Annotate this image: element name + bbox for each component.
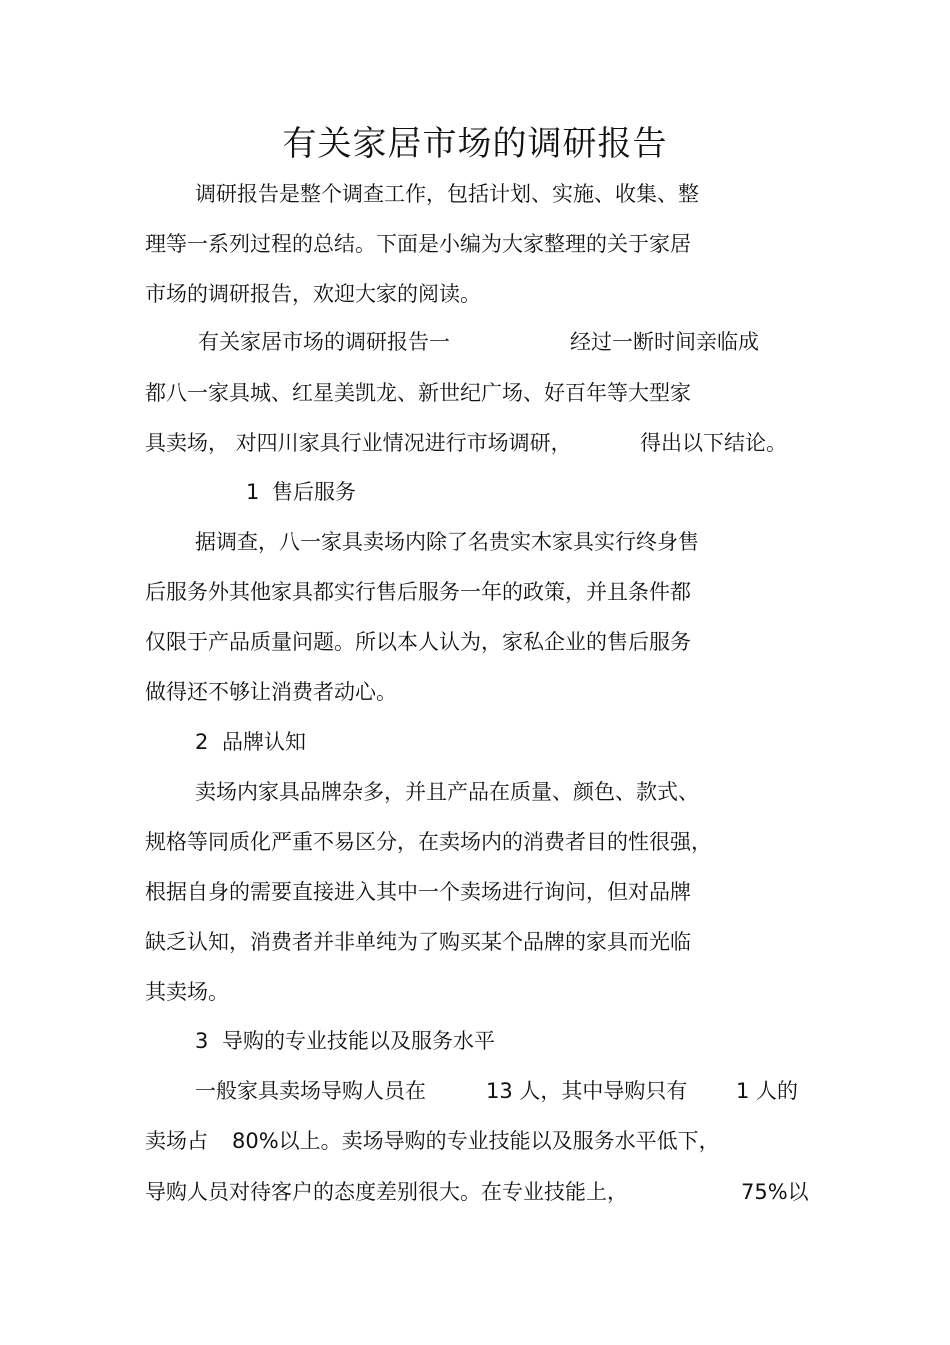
heading-2-number: 2: [195, 730, 209, 754]
paragraph-4-line-2b: 80%以上。卖场导购的专业技能以及服务水平低下，: [232, 1129, 720, 1153]
paragraph-1-line-3: 具卖场， 对四川家具行业情况进行市场调研，: [145, 431, 572, 455]
paragraph-2-line-1: 据调查，八一家具卖场内除了名贵实木家具实行终身售: [195, 530, 699, 554]
paragraph-4-line-1c: 1 人的: [736, 1079, 799, 1103]
paragraph-4-line-1b: 13 人，其中导购只有: [486, 1079, 688, 1103]
paragraph-2-line-4: 做得还不够让消费者动心。: [145, 680, 397, 704]
intro-line-2: 理等一系列过程的总结。下面是小编为大家整理的关于家居: [145, 232, 691, 256]
paragraph-4-line-3a: 导购人员对待客户的态度差别很大。在专业技能上，: [145, 1180, 628, 1204]
heading-3-text: 导购的专业技能以及服务水平: [222, 1029, 495, 1053]
section-heading: 有关家居市场的调研报告一: [198, 330, 450, 354]
paragraph-1-line-2: 都八一家具城、红星美凯龙、新世纪广场、好百年等大型家: [145, 381, 691, 405]
paragraph-4-line-1a: 一般家具卖场导购人员在: [195, 1079, 426, 1103]
paragraph-4-line-3b: 75%以: [741, 1180, 809, 1204]
paragraph-1-line-3-end: 得出以下结论。: [640, 431, 787, 455]
paragraph-1-line-1: 经过一断时间亲临成: [570, 330, 759, 354]
heading-3-number: 3: [195, 1029, 209, 1053]
intro-line-3: 市场的调研报告，欢迎大家的阅读。: [145, 282, 481, 306]
heading-2-text: 品牌认知: [222, 730, 306, 754]
paragraph-2-line-3: 仅限于产品质量问题。所以本人认为，家私企业的售后服务: [145, 630, 691, 654]
heading-1-number: 1: [246, 480, 260, 504]
paragraph-3-line-1: 卖场内家具品牌杂多，并且产品在质量、颜色、款式、: [195, 780, 699, 804]
paragraph-2-line-2: 后服务外其他家具都实行售后服务一年的政策，并且条件都: [145, 580, 691, 604]
paragraph-3-line-2: 规格等同质化严重不易区分，在卖场内的消费者目的性很强，: [145, 830, 712, 854]
paragraph-3-line-5: 其卖场。: [145, 980, 229, 1004]
paragraph-4-line-2a: 卖场占: [145, 1129, 208, 1153]
paragraph-3-line-3: 根据自身的需要直接进入其中一个卖场进行询问，但对品牌: [145, 880, 691, 904]
document-title: 有关家居市场的调研报告: [282, 124, 668, 164]
heading-1-text: 售后服务: [272, 480, 356, 504]
intro-line-1: 调研报告是整个调查工作，包括计划、实施、收集、整: [195, 182, 699, 206]
paragraph-3-line-4: 缺乏认知，消费者并非单纯为了购买某个品牌的家具而光临: [145, 930, 691, 954]
